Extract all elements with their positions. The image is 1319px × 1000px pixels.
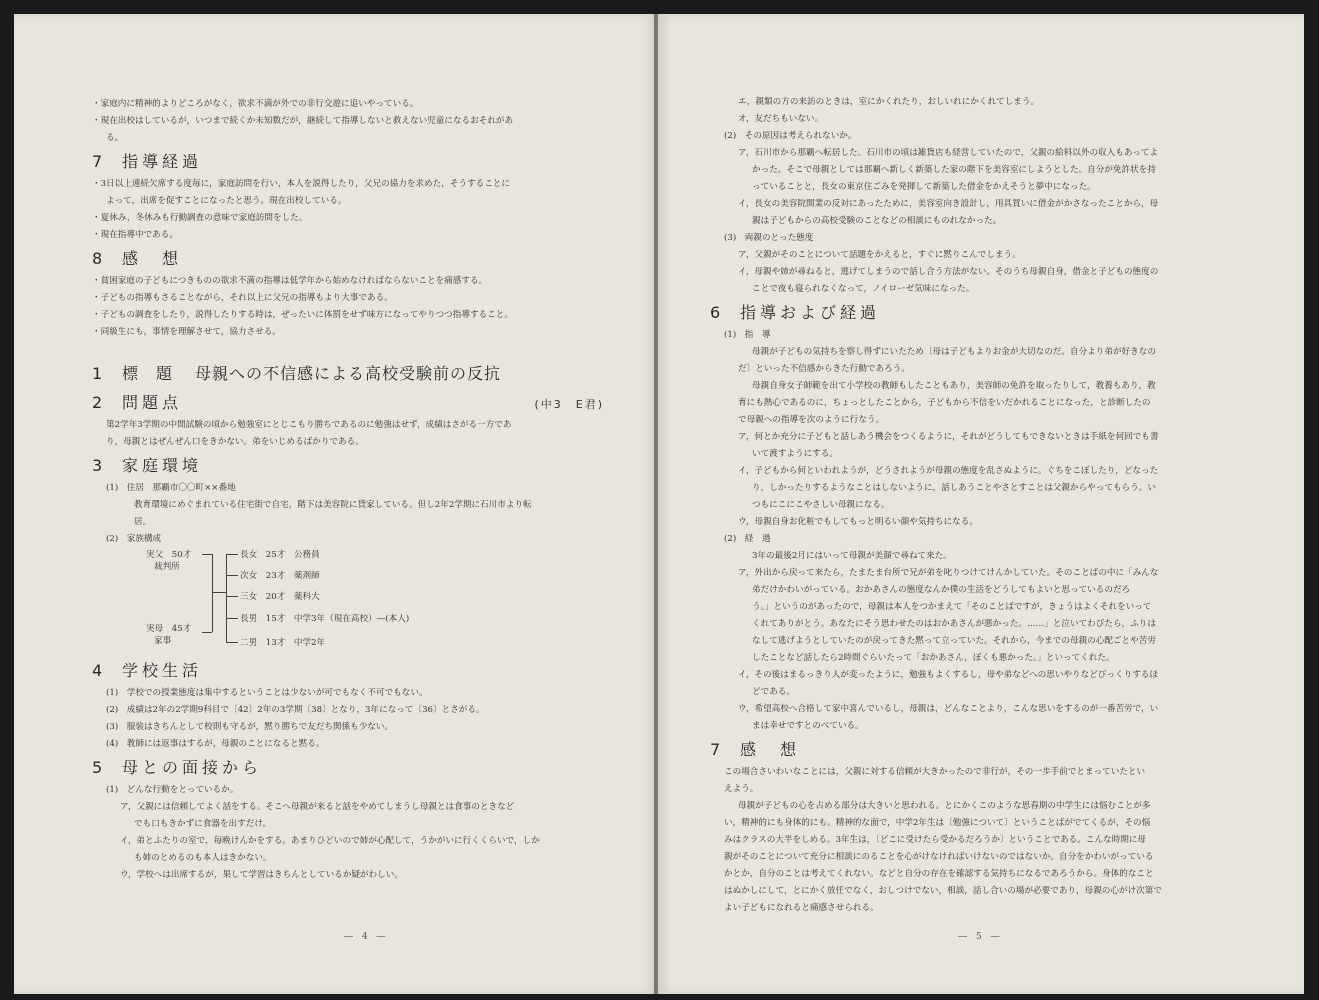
page-number: ― 4 ― xyxy=(344,932,389,942)
body-line: なして逃げようとしていたのが戻ってきた黙って立っていた。それから，今までの母親の心配ごとや苦労 xyxy=(752,636,1156,646)
section-number: 1 xyxy=(92,364,103,383)
body-line: (1) 学校での授業態度は集中するということは少ないが可でもなく不可でもない。 xyxy=(106,688,428,698)
body-line: (4) 教師には返事はするが，母親のことになると黙る。 xyxy=(106,739,325,749)
body-line: ア，石川市から那覇へ転居した。石川市の頃は雑貨店も経営していたので，父親の給料以外の収入もあってよ xyxy=(738,148,1159,158)
body-line: (3) 服装はきちんとして校則も守るが，黙り勝ちで友だち関係も少ない。 xyxy=(106,722,394,732)
body-line: ・3日以上連続欠席する度毎に，家庭訪問を行い，本人を説得したり，父兄の協力を求めた，そうすることに xyxy=(92,179,510,189)
family-tick xyxy=(202,632,212,633)
body-line: ア，外出から戻って来たら，たまたま台所で兄が弟を叱りつけてけんかしていた。そのことばの中に「みんな xyxy=(738,568,1159,578)
body-line: ・子どもの指導もさることながら，それ以上に父兄の指導もより大事である。 xyxy=(92,293,393,303)
body-line: ・夏休み，冬休みも行動調査の意味で家庭訪問をした。 xyxy=(92,213,308,223)
body-line: まは幸せですとのべている。 xyxy=(752,721,864,731)
body-line: エ，親類の方の来訪のときは，室にかくれたり，おしいれにかくれてしまう。 xyxy=(738,97,1040,107)
mother-job: 家事 xyxy=(154,636,172,646)
case-title xyxy=(92,363,638,385)
body-line: イ，その後はまるっきり人が変ったように，勉強もよくするし，母や弟などへの思いやりなどびっくりするほ xyxy=(738,670,1158,680)
body-line: イ，子どもから何といわれようが，どうされようが母親の態度を乱さぬように。ぐちをこぼしたり，どなった xyxy=(738,466,1159,476)
section-title: 指導および経過 xyxy=(740,303,881,322)
body-line: かとか，自分のことは考えてくれない。などと自分の存在を確認する気持ちになるであろうから。身体的なこと xyxy=(724,869,1154,879)
section-title: 感 想 xyxy=(122,249,183,268)
body-line: も姉のとめるのも本人はきかない。 xyxy=(134,853,272,863)
body-line: い，精神的にも身体的にも。精神的な面で，中学2年生は〔勉強について〕ということばがでてくるが，その悩 xyxy=(724,818,1151,828)
body-line: っていることと，長女の東京住ごみを発揮して新築した借金をかえそうと夢中になった。 xyxy=(752,182,1096,192)
body-line: でも口もきかずに食器を出すだけ。 xyxy=(134,819,272,829)
section-title: 指導経過 xyxy=(122,152,203,171)
body-line: だ〕といった不信感からきた行動であろう。 xyxy=(738,364,910,374)
body-line: 第2学年3学期の中間試験の頃から勉強室にとじこもり勝ちであるのに勉強はせず，成績はさがる一方であ xyxy=(106,420,512,430)
section-heading xyxy=(92,455,638,477)
body-line: (2) その原因は考えられないか。 xyxy=(724,131,857,141)
section-number: 8 xyxy=(92,249,103,268)
body-line: くれてありがとう。あなたにそう思わせたのはおかあさんが悪かった。……」と泣いてわびたら，ふりは xyxy=(752,619,1156,629)
page-number: ― 5 ― xyxy=(958,932,1003,942)
body-line: したことなど話したら2時間ぐらいたって「おかあさん，ぼくも悪かった。」といってくれた。 xyxy=(752,653,1115,663)
body-line: イ，母親や姉が尋ねると，逃げてしまうので話し合う方法がない。そのうち母親自身，借金と子どもの態度の xyxy=(738,267,1159,277)
body-line: (1) 住居 那覇市〇〇町××番地 xyxy=(106,483,236,493)
body-line: り，母親とはぜんぜん口をきかない。弟をいじめるばかりである。 xyxy=(106,437,364,447)
body-line: う。」というのがあったので，母親は本人をつかまえて「そのことばですが，きょうはよくそれをいって xyxy=(752,602,1152,612)
body-line: かった。そこで母親としては那覇へ新しく新築した家の階下を美容室にしようとした。自分が免許状を持 xyxy=(752,165,1156,175)
section-number: 6 xyxy=(710,303,721,322)
body-line: 弟だけかわいがっている。おかあさんの態度なんか僕の生活をどうしてもよいと思っているのだろ xyxy=(752,585,1131,595)
body-line: ・同級生にも，事情を理解させて，協力させる。 xyxy=(92,327,281,337)
body-line: り，しかったりするようなことはしないように，話しあうことやさとすことは父親からやってもらう。い xyxy=(752,483,1156,493)
section-heading xyxy=(92,392,182,414)
family-child: 次女 23才 薬剤師 xyxy=(240,571,320,581)
body-line: 母親自身女子師範を出て小学校の教師もしたこともあり，美容師の免許を取ったりして，教養もあり，教 xyxy=(752,381,1156,391)
body-line: (2) 成績は2年の2学期9科目で〔42〕2年の3学期〔38〕となり，3年になって〔36〕とさがる。 xyxy=(106,705,485,715)
body-line: (2) 家族構成 xyxy=(106,534,162,544)
family-bracket-right xyxy=(226,554,227,642)
mother-label: 実母 45才 xyxy=(146,624,192,634)
section-title: 学校生活 xyxy=(122,661,203,680)
body-line: 母親が子どもの心を占める部分は大きいと思われる。とにかくこのような思春期の中学生には悩むことが多 xyxy=(738,801,1151,811)
family-child: 長男 15才 中学3年（現在高校）―(本人) xyxy=(240,614,410,624)
body-line: 親は子どもからの高校受験のことなどの相談にものれなかった。 xyxy=(752,216,1002,226)
body-line: 居。 xyxy=(134,517,152,527)
body-line: ウ，学校へは出席するが，果して学習はきちんとしているか疑がわしい。 xyxy=(120,870,403,880)
body-line: (3) 両親のとった態度 xyxy=(724,233,814,243)
intro-bullets xyxy=(92,96,638,147)
body-line: ・貧困家庭の子どもにつきものの欲求不満の指導は低学年から始めなければならないことを痛感する。 xyxy=(92,276,488,286)
right-page xyxy=(658,14,1304,994)
family-tick xyxy=(212,592,226,593)
body-line: つもにこにこやさしい母親になる。 xyxy=(752,500,890,510)
section-title: 母との面接から xyxy=(122,758,263,777)
family-tick xyxy=(226,596,238,597)
family-tree xyxy=(146,548,638,656)
body-line: で母親への指導を次のように行なう。 xyxy=(738,415,885,425)
body-line: よって，出席を促すことになったと思う。現在出校している。 xyxy=(106,196,347,206)
body-line: ウ，母親自身お化粧でもしてもっと明るい顔や気持ちになる。 xyxy=(738,517,978,527)
body-line: どである。 xyxy=(752,687,795,697)
family-bracket-left xyxy=(212,554,213,632)
body-line: 3年の最後2月にはいって母親が美顔で尋ねて来た。 xyxy=(752,551,952,561)
section-number: 5 xyxy=(92,758,103,777)
family-tick xyxy=(226,575,238,576)
body-line: いて渡すようにする。 xyxy=(752,449,838,459)
body-line: みはクラスの大半をしめる。3年生は，〔どこに受けたら受かるだろうか〕ということである。こんな時期に母 xyxy=(724,835,1147,845)
family-child: 三女 20才 薬科大 xyxy=(240,592,320,602)
section-number: 2 xyxy=(92,393,103,412)
left-page-content xyxy=(14,14,656,884)
body-line: ア，何とか充分に子どもと話しあう機会をつくるように，それがどうしてもできないときは手紙を何回でも書 xyxy=(738,432,1159,442)
body-line: ・子どもの調査をしたり，説得したりする時は，ぜったいに体罰をせず味方になってやりつつ指導すること。 xyxy=(92,310,513,320)
body-line: 育にも熱心であるのに，ちょっとしたことから，子どもから不信をいだかれることになった，と診断したの xyxy=(738,398,1151,408)
family-child: 二男 13才 中学2年 xyxy=(240,638,326,648)
body-line: (2) 経 過 xyxy=(724,534,771,544)
section-heading xyxy=(92,248,638,270)
body-line: えよう。 xyxy=(724,784,759,794)
section-title: 標 題 xyxy=(122,364,174,383)
body-line: イ，長女の美容院開業の反対にあったために，美容室向き設計し，用具買いに借金がかさなったことから，母 xyxy=(738,199,1159,209)
section-title: 問題点 xyxy=(122,393,183,412)
body-line: はぬかしにして，とにかく放任でなく，おしつけでない，相談，話し合いの場が必要であり，母親の心がけ次第で xyxy=(724,886,1162,896)
body-line: イ，弟とふたりの室で，毎晩けんかをする。あまりひどいので姉が心配して，うかがいに行くくらいで，しか xyxy=(120,836,540,846)
intro-line: ・現在出校はしているが，いつまで続くか未知数だが，継続して指導しないと救えない児童になるおそれがあ xyxy=(92,116,514,126)
section-heading xyxy=(92,757,638,779)
right-page-content xyxy=(658,14,1304,917)
family-tick xyxy=(226,554,238,555)
father-label: 実父 50才 xyxy=(146,550,192,560)
body-line: オ，友だちもいない。 xyxy=(738,114,824,124)
problem-heading-row xyxy=(92,388,638,417)
section-number: 7 xyxy=(92,152,103,171)
intro-line: る。 xyxy=(106,133,124,143)
section-number: 3 xyxy=(92,456,103,475)
section-heading xyxy=(710,302,1280,324)
body-line: 母親が子どもの気持ちを察し得ずにいたため〔母は子どもよりお金が大切なのだ。自分より弟が好きなの xyxy=(752,347,1156,357)
father-job: 裁判所 xyxy=(154,562,180,572)
body-line: ア，父親には信頼してよく話をする。そこへ母親が来ると話をやめてしまうし母親とは食事のときなど xyxy=(120,802,515,812)
body-line: ことで夜も寝られなくなって，ノイローゼ気味になった。 xyxy=(752,284,975,294)
body-line: この場合さいわいなことには，父親に対する信頼が大きかったので非行が，その一歩手前でとまっていたとい xyxy=(724,767,1146,777)
student-note: (中3 E君) xyxy=(534,398,604,411)
body-line: 親がそのことについて充分に相談にのることを心がけなければいけないのではないか。自分をかわいがっている xyxy=(724,852,1154,862)
case-title-text: 母親への不信感による高校受験前の反抗 xyxy=(195,364,502,383)
family-tick xyxy=(226,618,238,619)
body-line: ア，父親がそのことについて話題をかえると，すぐに黙りこんでしまう。 xyxy=(738,250,1021,260)
section-number: 4 xyxy=(92,661,103,680)
body-line: (1) どんな行動をとっているか。 xyxy=(106,785,239,795)
body-line: ・現在指導中である。 xyxy=(92,230,178,240)
family-child: 長女 25才 公務員 xyxy=(240,550,320,560)
body-line: (1) 指 導 xyxy=(724,330,771,340)
family-tick xyxy=(226,642,238,643)
body-line: よい子どもになれると痛感させられる。 xyxy=(724,903,879,913)
section-title: 感 想 xyxy=(740,740,801,759)
section-heading xyxy=(92,660,638,682)
left-page xyxy=(14,14,656,994)
section-number: 7 xyxy=(710,740,721,759)
section-heading xyxy=(710,739,1280,761)
body-line: ウ，希望高校へ合格して家中喜んでいるし，母親は，どんなことより，こんな思いをするのが一番苦労で，い xyxy=(738,704,1159,714)
family-tick xyxy=(202,554,212,555)
section-title: 家庭環境 xyxy=(122,456,203,475)
section-heading xyxy=(92,151,638,173)
intro-line: ・家庭内に精神的よりどころがなく，欲求不満が外での非行交遊に追いやっている。 xyxy=(92,99,419,109)
body-line: 教育環境にめぐまれている住宅街で自宅，階下は美容院に貸家している。但し2年2学期に石川市より転 xyxy=(134,500,532,510)
